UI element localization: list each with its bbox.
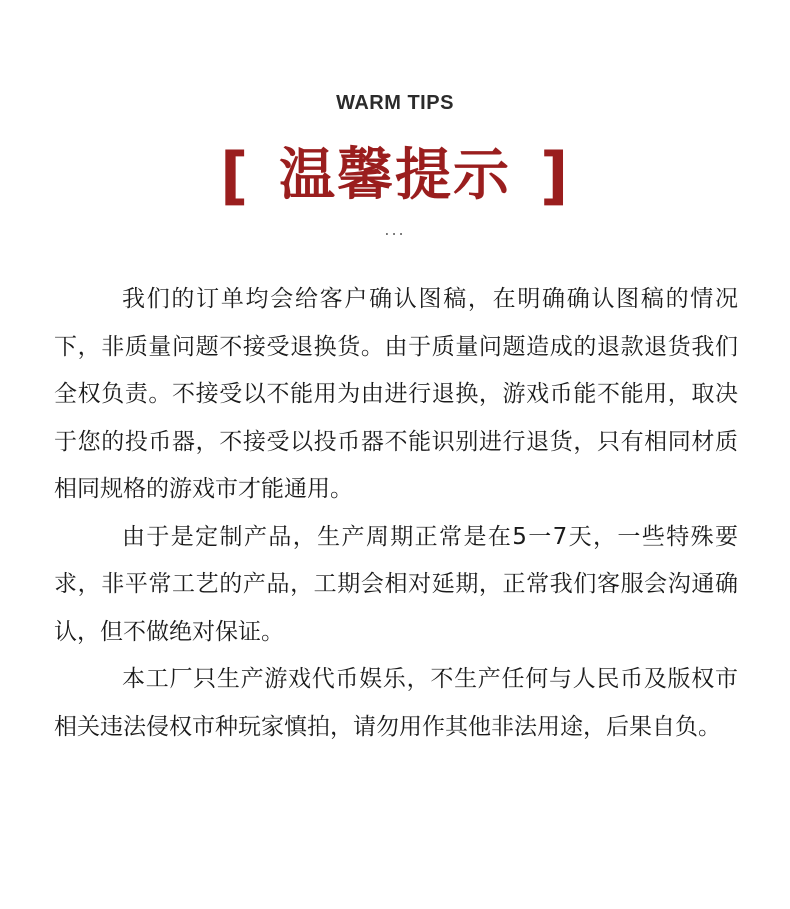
ellipsis-divider: ... [384,220,406,239]
notice-body [54,276,738,751]
paragraph-legal-notice: 本工厂只生产游戏代币娱乐，不生产任何与人民币及版权市相关违法侵权市种玩家慎拍，请勿用作其他非法用途，后果自负。 [54,666,738,740]
paragraph-return-policy: 我们的订单均会给客户确认图稿，在明确确认图稿的情况下，非质量问题不接受退换货。由于质量问题造成的退款退货我们全权负责。不接受以不能用为由进行退换，游戏币能不能用，取决于您的投币器，不接受以投币器不能识别进行退货，只有相同材质相同规格的游戏市才能通用。 [54,286,738,502]
right-bracket: ] [540,139,569,212]
paragraph-production-time: 由于是定制产品，生产周期正常是在5一7天，一些特殊要求，非平常工艺的产品，工期会相对延期，正常我们客服会沟通确认，但不做绝对保证。 [54,523,738,645]
title-row [0,140,790,212]
left-bracket: [ [220,139,249,212]
subtitle: WARM TIPS [336,92,454,114]
page-title: 温馨提示 [279,143,511,208]
